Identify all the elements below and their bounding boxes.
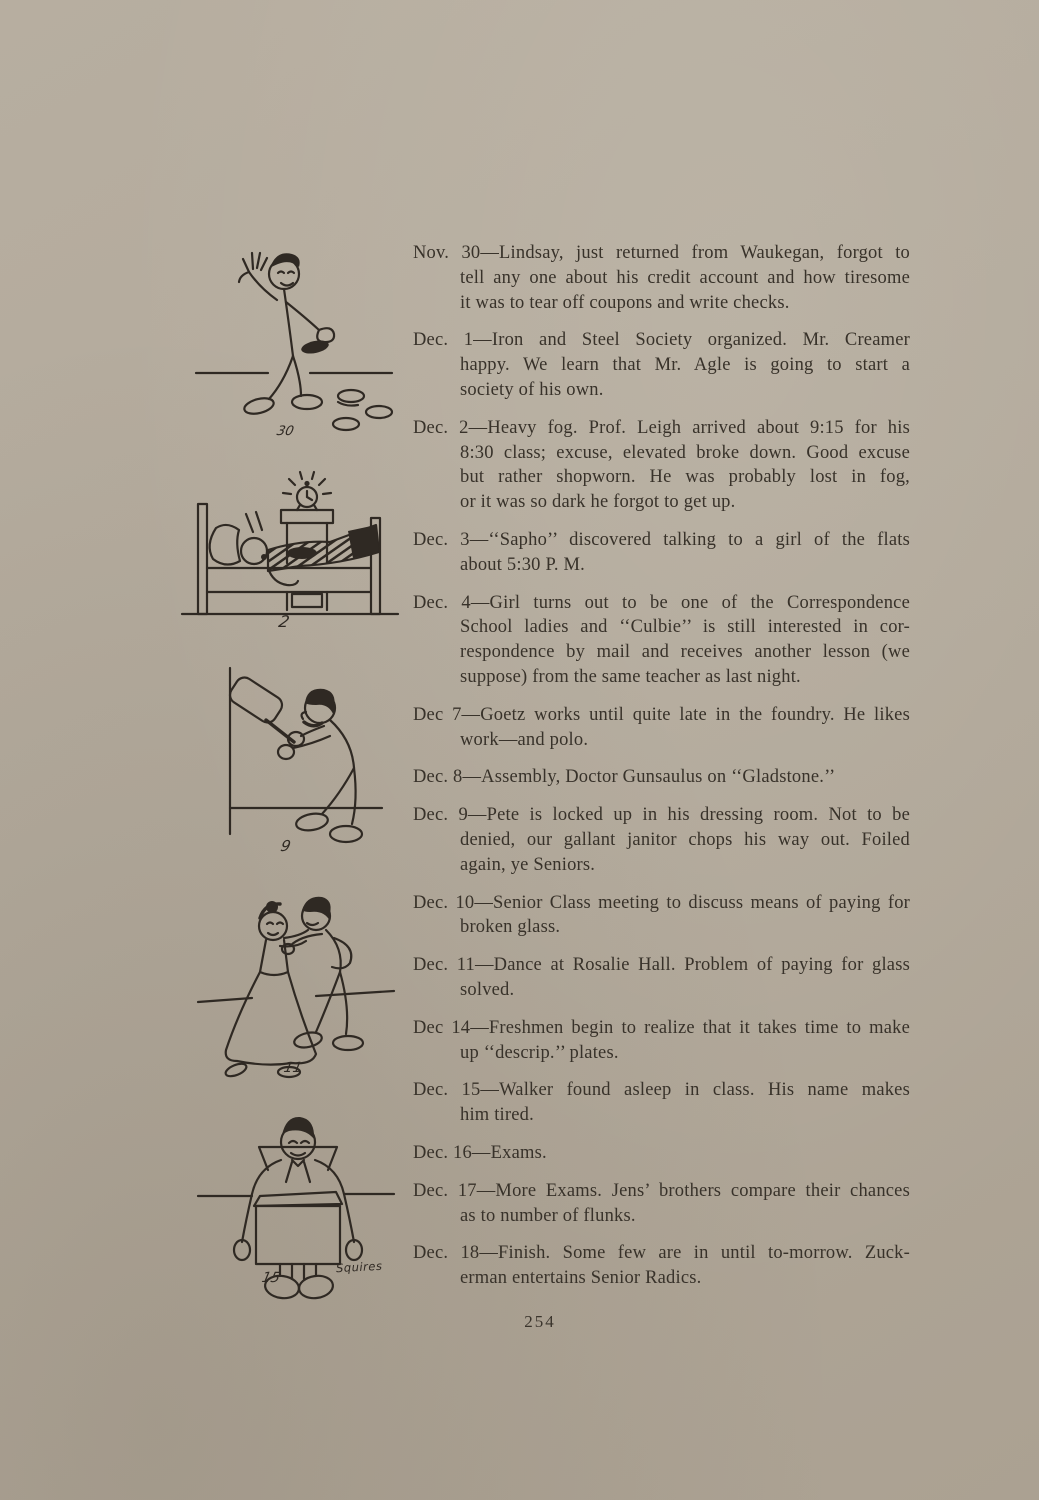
- entry-line: or it was so dark he forgot to get up.: [460, 492, 736, 513]
- entry-line: as to number of flunks.: [460, 1205, 636, 1226]
- diary-entries: [413, 241, 910, 1304]
- diary-entry: [413, 528, 910, 578]
- illustration-label-15: 15: [260, 1270, 282, 1286]
- diary-entry: [413, 953, 910, 1003]
- diary-entry: [413, 765, 910, 790]
- entry-line: it was to tear off coupons and write checks.: [460, 292, 790, 313]
- illustration-chopping-man: [196, 662, 386, 882]
- diary-entry: [413, 891, 910, 941]
- diary-entry: [413, 1179, 910, 1229]
- diary-entry: [413, 1016, 910, 1066]
- entry-line: suppose) from the same teacher as last night.: [460, 666, 801, 687]
- entry-line: Nov. 30—Lindsay, just returned from Waukegan, forgot to: [413, 243, 910, 263]
- diary-entry: [413, 591, 910, 690]
- entry-line: but rather shopworn. He was probably lost in fog,: [460, 467, 910, 488]
- diary-entry: [413, 803, 910, 877]
- entry-line: Dec. 3—‘‘Sapho’’ discovered talking to a girl of the flats: [413, 529, 910, 550]
- illustration-label-11: 11: [282, 1060, 304, 1076]
- dancing-couple-drawing: [196, 886, 396, 1086]
- entry-line: Dec. 11—Dance at Rosalie Hall. Problem of paying for glass: [413, 955, 910, 976]
- entry-line: up ‘‘descrip.’’ plates.: [460, 1042, 619, 1063]
- diary-entry: [413, 1078, 910, 1128]
- diary-entry: [413, 241, 910, 315]
- entry-line: Dec. 15—Walker found asleep in class. His name makes: [413, 1080, 910, 1101]
- entry-line: society of his own.: [460, 379, 604, 400]
- entry-line: Dec. 18—Finish. Some few are in until to-morrow. Zuck-: [413, 1243, 910, 1264]
- entry-line: Dec. 4—Girl turns out to be one of the Correspondence: [413, 592, 910, 613]
- entry-line: Dec. 16—Exams.: [413, 1142, 547, 1163]
- entry-line: solved.: [460, 979, 515, 1000]
- entry-line: erman entertains Senior Radics.: [460, 1268, 702, 1289]
- illustration-waving-man: [188, 234, 398, 446]
- entry-line: Dec. 2—Heavy fog. Prof. Leigh arrived about 9:15 for his: [413, 417, 910, 438]
- entry-line: work—and polo.: [460, 729, 589, 750]
- entry-line: him tired.: [460, 1105, 534, 1126]
- entry-line: happy. We learn that Mr. Agle is going to start a: [460, 355, 910, 376]
- page-number: 254: [524, 1312, 556, 1331]
- entry-line: denied, our gallant janitor chops his way out. Foiled: [460, 829, 910, 850]
- entry-line: Dec. 1—Iron and Steel Society organized. Mr. Creamer: [413, 330, 910, 351]
- diary-entry: [413, 416, 910, 515]
- entry-line: tell any one about his credit account and how tiresome: [460, 267, 910, 288]
- entry-line: Dec 7—Goetz works until quite late in the foundry. He likes: [413, 704, 910, 725]
- entry-line: Dec. 17—More Exams. Jens’ brothers compare their chances: [413, 1180, 910, 1201]
- entry-line: Dec 14—Freshmen begin to realize that it takes time to make: [413, 1017, 910, 1038]
- illustration-dancing-couple: [196, 886, 396, 1086]
- diary-entry: [413, 703, 910, 753]
- entry-line: respondence by mail and receives another lesson (we: [460, 642, 910, 663]
- entry-line: 8:30 class; excuse, elevated broke down. Good excuse: [460, 442, 910, 463]
- artist-signature: Squires: [335, 1258, 383, 1276]
- diary-entry: [413, 1141, 910, 1166]
- entry-line: again, ye Seniors.: [460, 854, 596, 875]
- illustration-label-30: 30: [275, 424, 296, 439]
- chopping-man-drawing: [196, 662, 386, 882]
- entry-line: Dec. 9—Pete is locked up in his dressing room. Not to be: [413, 805, 910, 826]
- illustration-label-2: 2: [276, 612, 292, 631]
- diary-entry: [413, 328, 910, 402]
- illustration-label-9: 9: [279, 837, 293, 855]
- entry-line: about 5:30 P. M.: [460, 554, 586, 575]
- entry-line: broken glass.: [460, 917, 561, 938]
- entry-line: School ladies and ‘‘Culbie’’ is still interested in cor-: [460, 617, 910, 638]
- waving-man-drawing: [188, 234, 398, 446]
- entry-line: Dec. 10—Senior Class meeting to discuss means of paying for: [413, 892, 910, 913]
- diary-entry: [413, 1241, 910, 1291]
- entry-line: Dec. 8—Assembly, Doctor Gunsaulus on ‘‘Gladstone.’’: [413, 767, 836, 788]
